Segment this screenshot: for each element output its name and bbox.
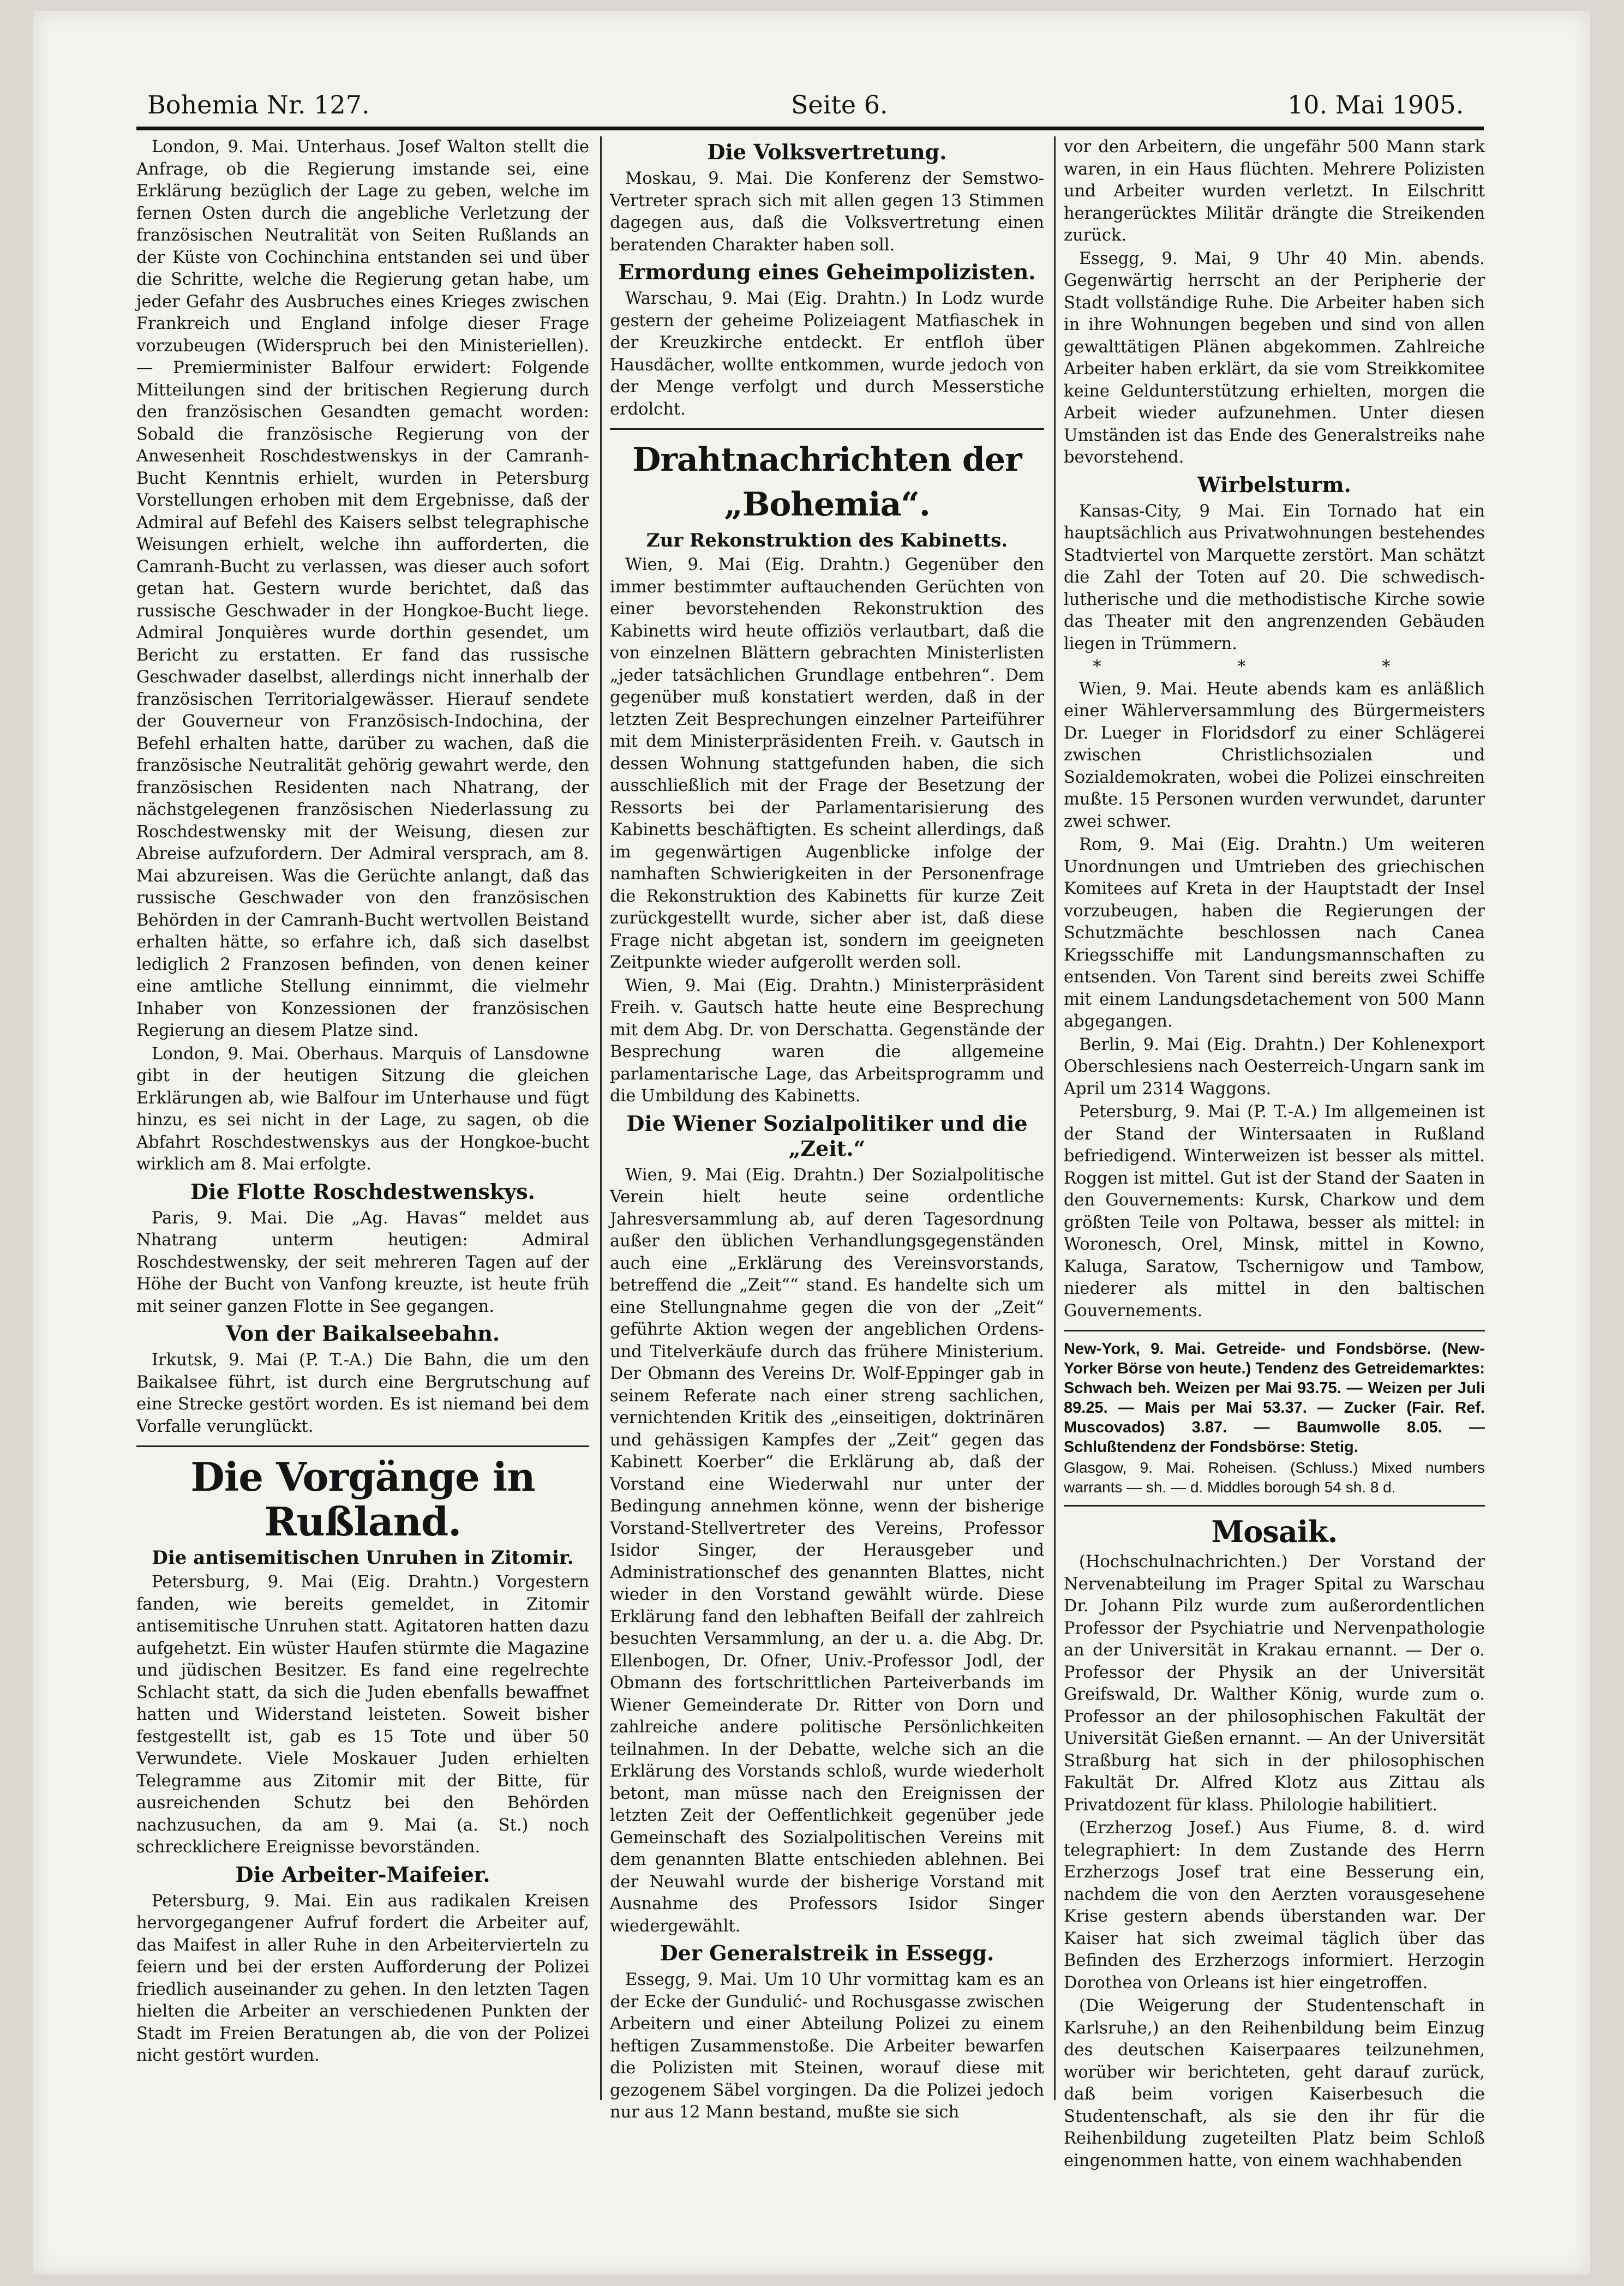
article-hochschulnachrichten: (Hochschulnachrichten.) Der Vorstand der Nervenabteilung im Prager Spital zu Warschau Dr. Johann Pilz wurde zum außerordentlichen Professor der Psychiatrie und Nervenpathologie an der Universität in Krakau ernannt. — Der o. Professor der Physik an der Universität Greifswald, Dr. Walther König, wurde zum o. Professor an der philosophischen Fakultät der Universität Gießen ernannt. — An der Universität Straßburg hat sich in der philosophischen Fakultät Dr. Alfred Klotz aus Zittau als Privatdozent für klass. Philologie habilitiert. [1064, 1552, 1485, 1815]
headline-mosaik: Mosaik. [1211, 1514, 1338, 1549]
headline-volksvertretung: Die Volksvertretung. [707, 140, 947, 164]
article-kansas-city: Kansas-City, 9 Mai. Ein Tornado hat ein hauptsächlich aus Privatwohnungen bestehendes Stadtviertel von Marquette zerstört. Man schätzt die Zahl der Toten auf 20. Die schwedisch-lutherische und die methodistische Kirche sowie das Theater mit den angrenzenden Gebäuden liegen in Trümmern. [1064, 501, 1485, 653]
headline-flotte: Die Flotte Roschdestwenskys. [190, 1179, 535, 1204]
article-rom: Rom, 9. Mai (Eig. Drahtn.) Um weiteren Unordnungen und Umtrieben des griechischen Komitees auf Kreta in der Hauptstadt der Insel vorzubeugen, haben die Regierungen der Schutzmächte beschlossen nach Canea Kriegsschiffe mit Landungsmannschaften zu entsenden. Von Tarent sind bereits zwei Schiffe mit einem Landungsdetachement von 500 Mann abgegangen. [1064, 835, 1485, 1031]
asterism-divider: * * * [1093, 657, 1456, 676]
header-rule [136, 127, 1484, 130]
article-wien-floridsdorf: Wien, 9. Mai. Heute abends kam es anläßlich einer Wählerversammlung des Bürgermeisters Dr. Lueger in Floridsdorf zu einer Schlägerei zwischen Christlichsozialen und Sozialdemokraten, wobei die Polizei einschreiten mußte. 15 Personen wurden verwundet, darunter zwei schwer. [1064, 679, 1485, 831]
headline-rekonstruktion: Zur Rekonstruktion des Kabinetts. [646, 530, 1008, 551]
page-header [147, 90, 1478, 128]
headline-ermordung: Ermordung eines Geheimpolizisten. [618, 260, 1036, 284]
article-erzherzog-josef: (Erzherzog Josef.) Aus Fiume, 8. d. wird telegraphiert: In dem Zustande des Herrn Erzherzogs Josef trat eine Besserung ein, nachdem die von den Aerzten vorausgesehene Krise gestern abends überstanden war. Der Kaiser hat sich zweimal täglich über das Befinden des Erzherzogs informiert. Herzogin Dorothea von Orleans ist hier eingetroffen. [1064, 1819, 1485, 1993]
header-date: 10. Mai 1905. [1287, 90, 1464, 119]
headline-antisemitische-unruhen: Die antisemitischen Unruhen in Zitomir. [152, 1547, 574, 1569]
headline-vorgaenge-russland: Die Vorgänge in Rußland. [190, 1454, 535, 1545]
article-paris: Paris, 9. Mai. Die „Ag. Havas“ meldet aus Nhatrang unterm heutigen: Admiral Roschdestwensky, der seit mehreren Tagen auf der Höhe der Bucht von Vanfong kreuzte, ist heute früh mit seiner ganzen Flotte in See gegangen. [136, 1208, 589, 1316]
article-berlin: Berlin, 9. Mai (Eig. Drahtn.) Der Kohlenexport Oberschlesiens nach Oesterreich-Ungarn sank im April um 2314 Waggons. [1064, 1035, 1485, 1099]
headline-baikal: Von der Baikalseebahn. [225, 1321, 500, 1346]
article-essegg-abends: Essegg, 9. Mai, 9 Uhr 40 Min. abends. Gegenwärtig herrscht an der Peripherie der Stadt vollständige Ruhe. Die Arbeiter haben sich in ihre Wohnungen begeben und sind von allen gewalttätigen Plänen abgekommen. Zahlreiche Arbeiter haben erklärt, da sie vom Streikkomitee keine Geldunterstützung erhielten, morgen die Arbeit wieder aufzunehmen. Unter diesen Umständen ist das Ende des Generalstreiks nahe bevorstehend. [1064, 249, 1485, 467]
column-3 [1064, 136, 1485, 2170]
article-petersburg-saaten: Petersburg, 9. Mai (P. T.-A.) Im allgemeinen ist der Stand der Wintersaaten in Rußland befriedigend. Winterweizen ist besser als mittel. Roggen ist mittel. Gut ist der Stand der Saaten in den Gouvernements: Kursk, Charkow und dem größten Teile von Poltawa, besser als mittel: in Woronesch, Orel, Minsk, mittel in Kowno, Kaluga, Saratow, Tschernigow und Tambow, niederer als mittel in den baltischen Gouvernements. [1064, 1102, 1485, 1321]
article-wien-gautsch: Wien, 9. Mai (Eig. Drahtn.) Ministerpräsident Freih. v. Gautsch hatte heute eine Besprechung mit dem Abg. Dr. von Derschatta. Gegenstände der Besprechung waren die allgemeine parlamentarische Lage, das Arbeitsprogramm und die Umbildung des Kabinetts. [610, 976, 1044, 1106]
article-london-oberhaus: London, 9. Mai. Oberhaus. Marquis of Lansdowne gibt in der heutigen Sitzung die gleichen Erklärungen ab, wie Balfour im Unterhause und fügt hinzu, es sei nicht in der Lage, zu sagen, ob die Abfahrt Roschdestwenskys aus der Hongkoe-bucht wirklich am 8. Mai erfolgte. [136, 1044, 589, 1174]
market-glasgow: Glasgow, 9. Mai. Roheisen. (Schluss.) Mixed numbers warrants — sh. — d. Middles borough 54 sh. 8 d. [1064, 1459, 1485, 1496]
article-wien-sozialpolitisch: Wien, 9. Mai (Eig. Drahtn.) Der Sozialpolitische Verein hielt heute seine ordentliche Jahresversammlung ab, auf deren Tagesordnung außer den üblichen Verhandlungsgegenständen auch eine „Erklärung des Vereinsvorstands, betreffend die „Zeit““ stand. Es handelte sich um eine Stellungnahme gegen die von der „Zeit“ geführte Aktion wegen der angeblichen Ordens- und Titelverkäufe durch das frühere Ministerium. Der Obmann des Vereins Dr. Wolf-Eppinger gab in seinem Referate nach einer streng sachlichen, vernichtenden Kritik des „einseitigen, doktrinären und gehässigen Kampfes der „Zeit“ gegen das Kabinett Koerber“ die Erklärung ab, daß der Vorstand eine Wiederwahl nur unter der Bedingung annehmen könne, wenn der bisherige Vorstand-Stellvertreter des Vereins, Professor Isidor Singer, der Herausgeber und Administrationschef des genannten Blattes, nicht wieder in den Vorstand gewählt würde. Diese Erklärung fand den lebhaften Beifall der zahlreich besuchten Versammlung, an der u. a. die Abg. Dr. Ellenbogen, Dr. Ofner, Univ.-Professor Jodl, der Obmann des fortschrittlichen Parteiverbands im Wiener Gemeinderate Dr. Ritter von Dorn und zahlreiche andere politische Persönlichkeiten teilnahmen. In der Debatte, welche sich an die Erklärung des Vorstands schloß, wurde wiederholt betont, man müsse nach den Ereignissen der letzten Zeit der Oeffentlichkeit gegenüber jede Gemeinschaft des Sozialpolitischen Vereins mit dem genannten Blatte entschieden ablehnen. Bei der Neuwahl wurde der bisherige Vorstand mit Ausnahme des Professors Isidor Singer wiedergewählt. [610, 1165, 1044, 1936]
section-divider [1064, 1505, 1485, 1507]
section-divider [610, 428, 1044, 430]
headline-maifeier: Die Arbeiter-Maifeier. [235, 1862, 490, 1887]
column-2 [610, 136, 1044, 2122]
article-warschau: Warschau, 9. Mai (Eig. Drahtn.) In Lodz wurde gestern der geheime Polizeiagent Matfiaschek in der Kreuzkirche entdeckt. Er entfloh über Hausdächer, wollte entkommen, wurde jedoch von der Menge verfolgt und durch Messerstiche erdolcht. [610, 289, 1044, 419]
column-rule-2 [1054, 136, 1056, 2100]
market-new-york: New-York, 9. Mai. Getreide- und Fondsbörse. (New-Yorker Börse von heute.) Tendenz des Getreidemarktes: Schwach beh. Weizen per Mai 93.75. — Weizen per Juli 89.25. — Mais per Mai 53.37. — Zucker (Fair. Ref. Muscovados) 3.87. — Baumwolle 8.05. — Schlußtendenz der Fondsbörse: Stetig. [1064, 1340, 1485, 1456]
article-petersburg-zitomir: Petersburg, 9. Mai (Eig. Drahtn.) Vorgestern fanden, wie bereits gemeldet, in Zitomir antisemitische Unruhen statt. Agitatoren hatten dazu aufgehetzt. Ein wüster Haufen stürmte die Magazine und jüdischen Besitzer. Es fand eine regelrechte Schlacht statt, da sich die Juden ebenfalls bewaffnet hatten und Widerstand leisteten. Soweit bisher festgestellt ist, gab es 15 Tote und über 50 Verwundete. Viele Moskauer Juden erhielten Telegramme aus Zitomir mit der Bitte, für ausreichenden Schutz bei den Behörden nachzusuchen, da am 9. Mai (a. St.) noch schrecklichere Ereignisse bevorständen. [136, 1573, 589, 1857]
column-1 [136, 136, 589, 2111]
article-moskau: Moskau, 9. Mai. Die Konferenz der Semstwo-Vertreter sprach sich mit allen gegen 13 Stimmen dagegen aus, daß die Volksvertretung einen beratenden Charakter haben soll. [610, 169, 1044, 255]
headline-generalstreik: Der Generalstreik in Essegg. [660, 1941, 994, 1965]
article-weigerung-studentenschaft: (Die Weigerung der Studentenschaft in Karlsruhe,) an den Reihenbildung beim Einzug des deutschen Kaiserpaares teilzunehmen, worüber wir berichteten, geht darauf zurück, daß beim vorigen Kaiserbesuch die Studentenschaft, als sie den ihr für die Reihenbildung zugeteilten Platz beim Schloß eingenommen hatte, von einem wachhabenden [1064, 1996, 1485, 2170]
section-divider [136, 1445, 589, 1447]
article-essegg-continued: vor den Arbeitern, die ungefähr 500 Mann stark waren, in ein Haus flüchten. Mehrere Polizisten und Arbeiter wurden verletzt. In Eilschritt herangerücktes Militär drängte die Streikenden zurück. [1064, 137, 1485, 245]
article-london-unterhaus: London, 9. Mai. Unterhaus. Josef Walton stellt die Anfrage, ob die Regierung imstande sei, eine Erklärung bezüglich der Lage zu geben, welche im fernen Osten durch die angebliche Verletzung der französischen Neutralität von Seiten Rußlands an der Küste von Cochinchina entstanden sei und über die Schritte, welche die Regierung getan habe, um jeder Gefahr des Ausbruches eines Krieges zwischen Frankreich und England infolge dieser Frage vorzubeugen (Widerspruch bei den Ministeriellen). — Premierminister Balfour erwidert: Folgende Mitteilungen sind der britischen Regierung durch den französischen Gesandten gemacht worden: Sobald die französische Regierung von der Anwesenheit Roschdestwenskys in der Camranh-Bucht Kenntnis erhielt, wurden in Petersburg Vorstellungen erhoben mit dem Ergebnisse, daß der Admiral auf Befehl des Kaisers selbst telegraphische Weisungen erhielt, welche ihn aufforderten, die Camranh-Bucht zu verlassen, was dieser auch sofort getan hat. Gestern wurde berichtet, daß das russische Geschwader in der Hongkoe-Bucht liege. Admiral Jonquières wurde dorthin gesendet, um Bericht zu erstatten. Er fand das russische Geschwader daselbst, allerdings nicht innerhalb der französischen Territorialgewässer. Hierauf sendete der Gouverneur von Französisch-Indochina, der Befehl erhalten hatte, darüber zu wachen, daß die französische Neutralität gehörig gewahrt werde, den französischen Residenten nach Nhatrang, der nächstgelegenen französischen Niederlassung zu Roschdestwensky mit der Weisung, diesen zur Abreise aufzufordern. Der Admiral versprach, am 8. Mai abzureisen. Was die Gerüchte anlangt, daß das russische Geschwader von den französischen Behörden in der Camranh-Bucht wertvollen Beistand erhalten hätte, so erfahre ich, daß sich daselbst lediglich 2 Franzosen befinden, von denen keiner eine amtliche Stellung einnimmt, die vielmehr Inhaber von Konzessionen der französischen Regierung an diesem Platze sind. [136, 137, 589, 1040]
article-petersburg-maifeier: Petersburg, 9. Mai. Ein aus radikalen Kreisen hervorgegangener Aufruf fordert die Arbeiter auf, das Maifest in aller Ruhe in den Arbeitervierteln zu feiern und bei der ersten Aufforderung der Polizei friedlich auseinander zu gehen. In den letzten Tagen hielten die Arbeiter an verschiedenen Punkten der Stadt im Freien Beratungen ab, die von der Polizei nicht gestört wurden. [136, 1891, 589, 2065]
header-page-number: Seite 6. [791, 90, 888, 119]
headline-wirbelsturm: Wirbelsturm. [1197, 472, 1351, 497]
header-masthead: Bohemia Nr. 127. [147, 90, 370, 119]
column-rule-1 [600, 136, 602, 2100]
article-wien-kabinett: Wien, 9. Mai (Eig. Drahtn.) Gegenüber den immer bestimmter auftauchenden Gerüchten von einer bevorstehenden Rekonstruktion des Kabinetts wird heute offiziös verlautbart, daß die von einzelnen Blättern gebrachten Ministerlisten „jeder tatsächlichen Grundlage entbehren“. Dem gegenüber muß konstatiert werden, daß in der letzten Zeit Besprechungen einzelner Parteiführer mit dem Ministerpräsidenten Freih. v. Gautsch in dessen Wohnung stattgefunden haben, die sich ausschließlich mit der Frage der Besetzung der Ressorts bei der Parlamentarisierung des Kabinetts beschäftigten. Es scheint allerdings, daß im gegenwärtigen Augenblicke infolge der namhaften Schwierigkeiten in der Personenfrage die Rekonstruktion des Kabinetts für kurze Zeit zurückgestellt wurde, sicher aber ist, daß diese Frage nicht abgetan ist, sondern im geeigneten Zeitpunkte wieder aufgerollt werden soll. [610, 555, 1044, 972]
section-divider [1064, 1330, 1485, 1331]
article-irkutsk: Irkutsk, 9. Mai (P. T.-A.) Die Bahn, die um den Baikalsee führt, ist durch eine Bergrutschung auf eine Strecke gestört worden. Es ist niemand bei dem Vorfalle verunglückt. [136, 1351, 589, 1436]
headline-sozialpolitiker: Die Wiener Sozialpolitiker und die „Zeit.“ [626, 1111, 1028, 1161]
headline-drahtnachrichten: Drahtnachrichten der „Bohemia“. [632, 441, 1022, 524]
article-essegg: Essegg, 9. Mai. Um 10 Uhr vormittag kam es an der Ecke der Gundulić- und Rochusgasse zwischen Arbeitern und einer Abteilung Polizei zu einem heftigen Zusammenstoße. Die Arbeiter bewarfen die Polizisten mit Steinen, worauf diese mit gezogenem Säbel vorgingen. Da die Polizei jedoch nur aus 12 Mann bestand, mußte sie sich [610, 1970, 1044, 2122]
